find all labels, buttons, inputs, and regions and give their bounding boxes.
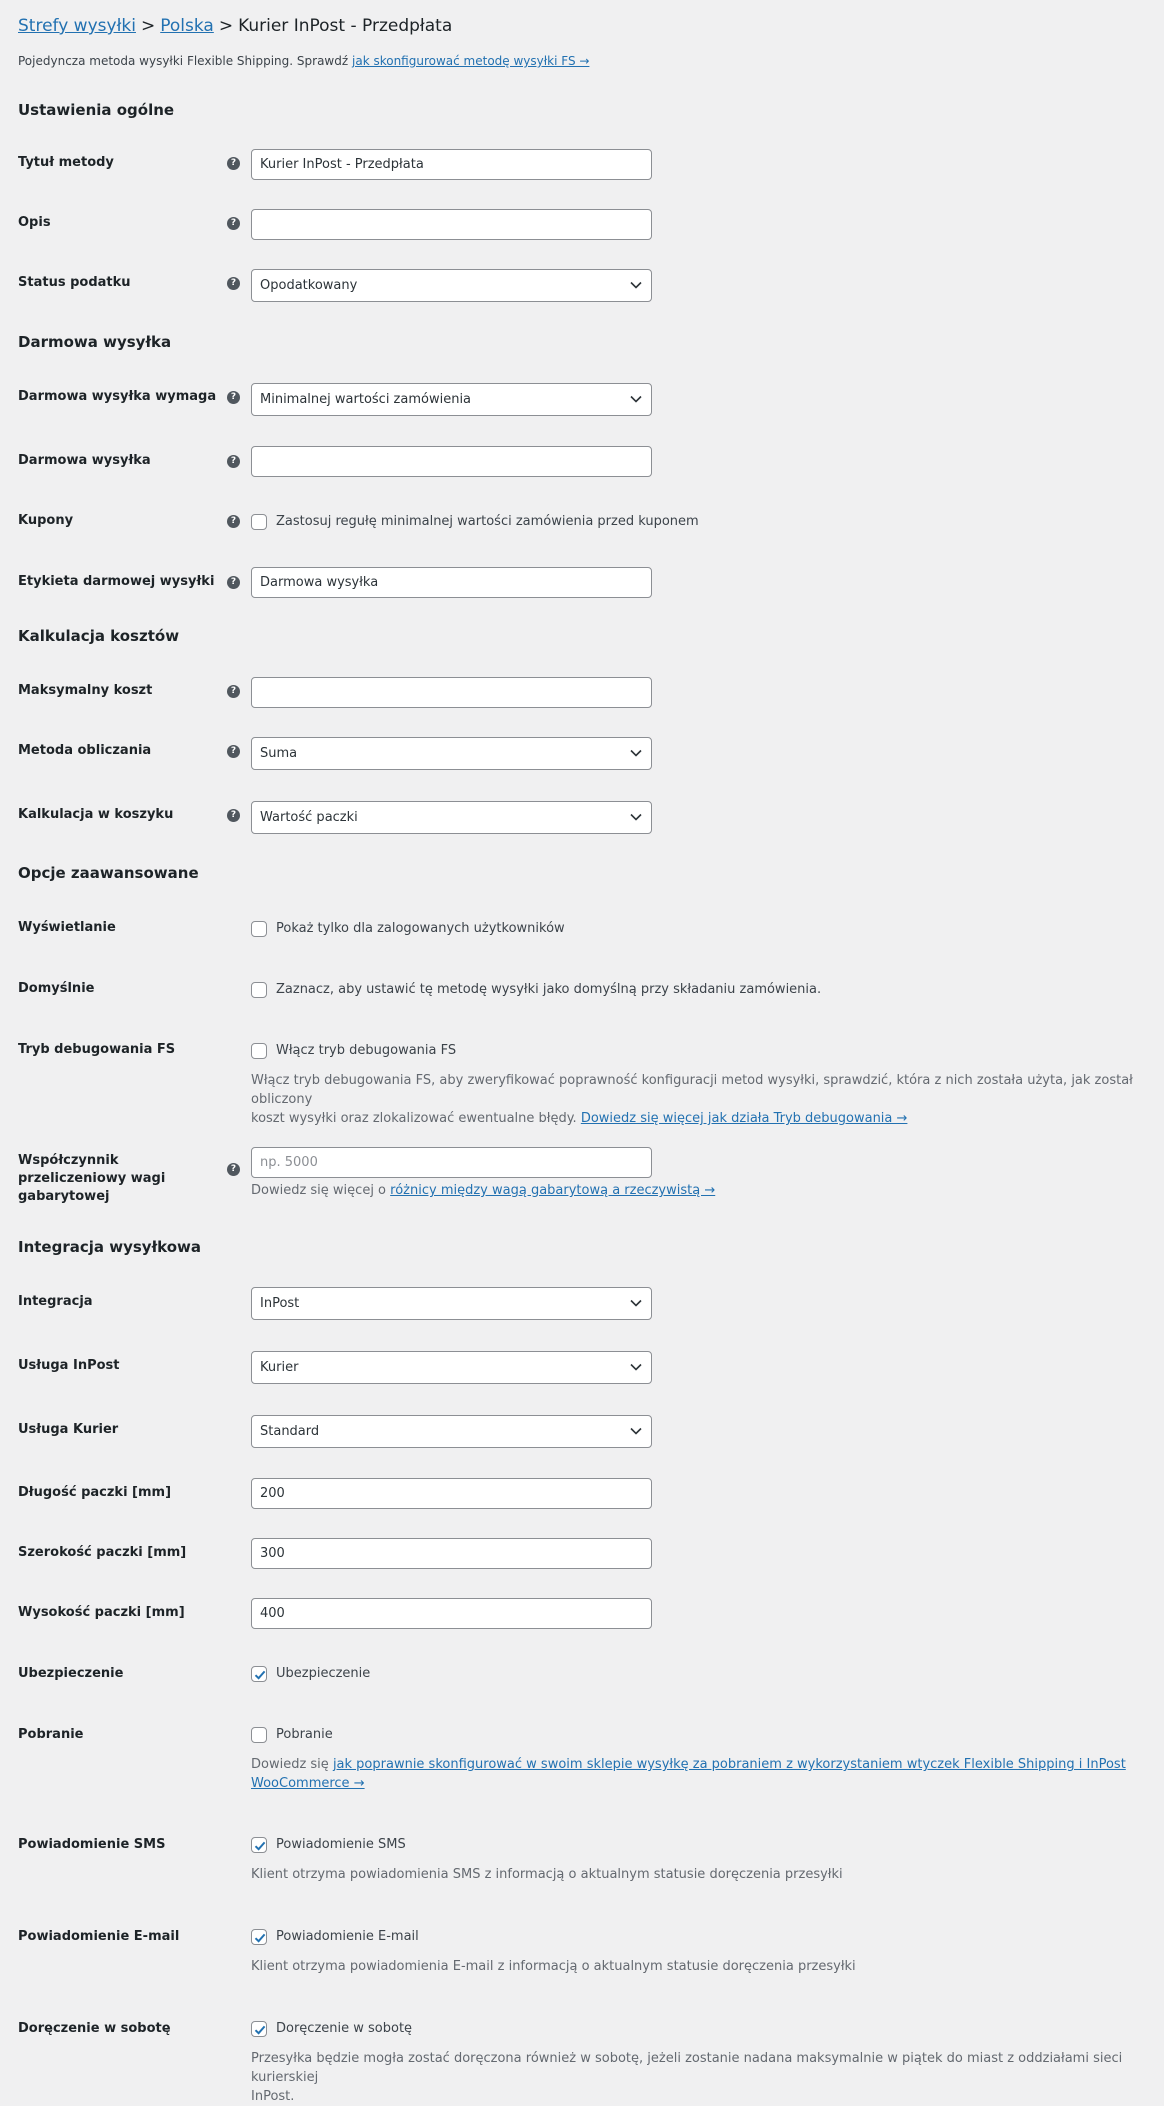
description-label: Opis xyxy=(18,215,51,230)
max-cost-input[interactable] xyxy=(251,677,652,708)
dim-weight-description: Dowiedz się więcej o różnicy między wagą gabarytową a rzeczywistą → xyxy=(251,1183,716,1198)
debug-checkbox[interactable] xyxy=(251,1043,267,1059)
debug-option[interactable] xyxy=(251,1042,456,1059)
breadcrumb-zones-link[interactable]: Strefy wysyłki xyxy=(18,16,136,36)
calc-method-value: Suma xyxy=(260,746,298,761)
email-description: Klient otrzyma powiadomienia E-mail z informacją o aktualnym statusie doręczenia przesyłki xyxy=(251,1959,856,1974)
default-checkbox[interactable] xyxy=(251,982,267,998)
insurance-label: Ubezpieczenie xyxy=(18,1666,124,1681)
configure-method-link[interactable]: jak skonfigurować metodę wysyłki FS → xyxy=(352,54,590,68)
checkmark-icon xyxy=(252,1838,268,1854)
coupons-label: Kupony xyxy=(18,513,74,528)
section-general-heading: Ustawienia ogólne xyxy=(18,101,175,119)
free-requires-select[interactable] xyxy=(251,383,652,416)
saturday-checkbox[interactable] xyxy=(251,2021,267,2037)
integration-label: Integracja xyxy=(18,1294,93,1309)
courier-service-select[interactable] xyxy=(251,1415,652,1448)
display-checkbox[interactable] xyxy=(251,921,267,937)
page-title: Kurier InPost - Przedpłata xyxy=(238,16,453,36)
help-icon[interactable]: ? xyxy=(227,1163,240,1176)
calc-method-select[interactable] xyxy=(251,737,652,770)
help-icon[interactable]: ? xyxy=(227,576,240,589)
display-label: Wyświetlanie xyxy=(18,920,116,935)
checkmark-icon xyxy=(252,1667,268,1683)
saturday-checkbox-label: Doręczenie w sobotę xyxy=(276,2021,413,2036)
help-icon[interactable]: ? xyxy=(227,277,240,290)
max-cost-label: Maksymalny koszt xyxy=(18,683,153,698)
free-amount-label: Darmowa wysyłka xyxy=(18,453,151,468)
saturday-label: Doręczenie w sobotę xyxy=(18,2021,171,2036)
cod-checkbox[interactable] xyxy=(251,1727,267,1743)
section-integration-heading: Integracja wysyłkowa xyxy=(18,1238,202,1256)
help-icon[interactable]: ? xyxy=(227,391,240,404)
help-icon[interactable]: ? xyxy=(227,157,240,170)
coupons-checkbox[interactable] xyxy=(251,514,267,530)
cart-calc-label: Kalkulacja w koszyku xyxy=(18,807,174,822)
length-input[interactable]: 200 xyxy=(251,1478,652,1509)
debug-description xyxy=(251,1071,1151,1128)
integration-value: InPost xyxy=(260,1296,300,1311)
chevron-down-icon xyxy=(630,1427,642,1435)
default-checkbox-label: Zaznacz, aby ustawić tę metodę wysyłki jako domyślną przy składaniu zamówienia. xyxy=(276,982,822,997)
chevron-down-icon xyxy=(630,395,642,403)
tax-status-label: Status podatku xyxy=(18,275,131,290)
breadcrumb xyxy=(18,16,452,36)
email-label: Powiadomienie E-mail xyxy=(18,1929,180,1944)
saturday-option[interactable] xyxy=(251,2020,412,2037)
free-tag-label: Etykieta darmowej wysyłki xyxy=(18,574,215,589)
saturday-description: Przesyłka będzie mogła zostać doręczona również w sobotę, jeżeli zostanie nadana maksymalnie w piątek do miast z oddziałami sieci kurierskiej InPost. xyxy=(251,2051,1123,2104)
sms-checkbox-label: Powiadomienie SMS xyxy=(276,1837,406,1852)
cod-learn-more-link[interactable]: jak poprawnie skonfigurować w swoim sklepie wysyłkę za pobraniem z wykorzystaniem wtyczek Flexible Shipping i InPost xyxy=(332,1757,1126,1772)
width-label: Szerokość paczki [mm] xyxy=(18,1545,187,1560)
section-costs-heading: Kalkulacja kosztów xyxy=(18,627,180,645)
help-icon[interactable]: ? xyxy=(227,685,240,698)
courier-service-value: Standard xyxy=(260,1424,320,1439)
debug-description-line: Włącz tryb debugowania FS, aby zweryfikować poprawność konfiguracji metod wysyłki, sprawdzić, która z nich została użyta, jak został obliczony xyxy=(251,1073,1133,1107)
chevron-down-icon xyxy=(630,1299,642,1307)
insurance-checkbox-label: Ubezpieczenie xyxy=(276,1666,371,1681)
help-icon[interactable]: ? xyxy=(227,745,240,758)
section-advanced-heading: Opcje zaawansowane xyxy=(18,864,199,882)
calc-method-label: Metoda obliczania xyxy=(18,743,152,758)
help-icon[interactable]: ? xyxy=(227,217,240,230)
dim-weight-input[interactable]: np. 5000 xyxy=(251,1147,652,1178)
help-icon[interactable]: ? xyxy=(227,515,240,528)
default-option[interactable] xyxy=(251,981,821,998)
free-tag-input[interactable]: Darmowa wysyłka xyxy=(251,567,652,598)
description-input[interactable] xyxy=(251,209,652,240)
dim-weight-label: Współczynnik przeliczeniowy wagi gabarytowej xyxy=(18,1153,166,1204)
integration-select[interactable] xyxy=(251,1287,652,1320)
debug-learn-more-link[interactable]: Dowiedz się więcej jak działa Tryb debugowania → xyxy=(580,1111,908,1126)
display-option[interactable] xyxy=(251,920,565,937)
insurance-checkbox[interactable] xyxy=(251,1666,267,1682)
dim-weight-link[interactable]: różnicy między wagą gabarytową a rzeczywistą → xyxy=(390,1183,716,1198)
breadcrumb-separator: > xyxy=(140,16,156,36)
height-input[interactable]: 400 xyxy=(251,1598,652,1629)
cart-calc-select[interactable] xyxy=(251,801,652,834)
cod-label: Pobranie xyxy=(18,1727,84,1742)
intro-description: Pojedyncza metoda wysyłki Flexible Shipping. Sprawdź xyxy=(18,54,349,68)
insurance-option[interactable] xyxy=(251,1665,370,1682)
chevron-down-icon xyxy=(630,281,642,289)
sms-checkbox[interactable] xyxy=(251,1837,267,1853)
chevron-down-icon xyxy=(630,813,642,821)
chevron-down-icon xyxy=(630,1363,642,1371)
debug-checkbox-label: Włącz tryb debugowania FS xyxy=(276,1043,457,1058)
debug-description-line: koszt wysyłki oraz zlokalizować ewentualne błędy. Dowiedz się więcej jak działa Tryb debugowania → xyxy=(251,1111,908,1126)
inpost-service-label: Usługa InPost xyxy=(18,1358,120,1373)
email-option[interactable] xyxy=(251,1928,419,1945)
intro-text xyxy=(18,54,589,68)
width-input[interactable]: 300 xyxy=(251,1538,652,1569)
cod-option[interactable] xyxy=(251,1726,333,1743)
free-requires-label: Darmowa wysyłka wymaga xyxy=(18,389,217,404)
cod-description: Dowiedz się jak poprawnie skonfigurować w swoim sklepie wysyłkę za pobraniem z wykorzystaniem wtyczek Flexible Shipping i InPost WooCommerce → xyxy=(251,1757,1126,1791)
sms-description: Klient otrzyma powiadomienia SMS z informacją o aktualnym statusie doręczenia przesyłki xyxy=(251,1867,843,1882)
coupons-option[interactable] xyxy=(251,513,699,530)
help-icon[interactable]: ? xyxy=(227,809,240,822)
debug-label: Tryb debugowania FS xyxy=(18,1042,176,1057)
free-amount-input[interactable] xyxy=(251,446,652,477)
chevron-down-icon xyxy=(630,749,642,757)
cart-calc-value: Wartość paczki xyxy=(260,810,358,825)
courier-service-label: Usługa Kurier xyxy=(18,1422,119,1437)
checkmark-icon xyxy=(252,2022,268,2038)
inpost-service-select[interactable] xyxy=(251,1351,652,1384)
method-title-input[interactable]: Kurier InPost - Przedpłata xyxy=(251,149,652,180)
section-free-shipping-heading: Darmowa wysyłka xyxy=(18,333,172,351)
free-requires-value: Minimalnej wartości zamówienia xyxy=(260,392,472,407)
inpost-service-value: Kurier xyxy=(260,1360,299,1375)
tax-status-value: Opodatkowany xyxy=(260,278,358,293)
height-label: Wysokość paczki [mm] xyxy=(18,1605,185,1620)
cod-checkbox-label: Pobranie xyxy=(276,1727,333,1742)
help-icon[interactable]: ? xyxy=(227,455,240,468)
email-checkbox[interactable] xyxy=(251,1929,267,1945)
default-label: Domyślnie xyxy=(18,981,95,996)
display-checkbox-label: Pokaż tylko dla zalogowanych użytkowników xyxy=(276,921,565,936)
breadcrumb-country-link[interactable]: Polska xyxy=(160,16,214,36)
breadcrumb-separator: > xyxy=(218,16,234,36)
cod-learn-more-link-cont[interactable]: WooCommerce → xyxy=(251,1776,365,1791)
length-label: Długość paczki [mm] xyxy=(18,1485,172,1500)
sms-option[interactable] xyxy=(251,1836,406,1853)
sms-label: Powiadomienie SMS xyxy=(18,1837,166,1852)
method-title-label: Tytuł metody xyxy=(18,155,114,170)
checkmark-icon xyxy=(252,1930,268,1946)
tax-status-select[interactable] xyxy=(251,269,652,302)
coupons-checkbox-label: Zastosuj regułę minimalnej wartości zamówienia przed kuponem xyxy=(276,514,699,529)
email-checkbox-label: Powiadomienie E-mail xyxy=(276,1929,419,1944)
